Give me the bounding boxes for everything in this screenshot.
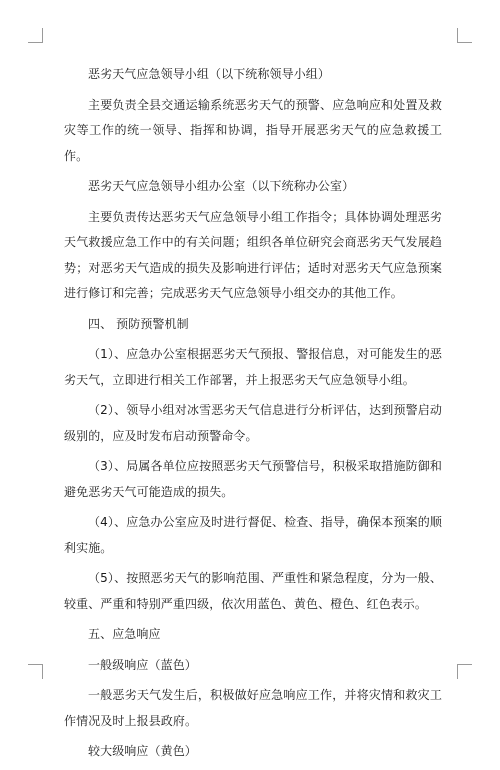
paragraph-level-blue: 一般恶劣天气发生后，积极做好应急响应工作，并将灾情和救灾工作情况及时上报县政府。 xyxy=(64,688,442,728)
section-heading-warning-mechanism: 四、 预防预警机制 xyxy=(88,316,189,331)
paragraph-office-duties: 主要负责传达恶劣天气应急领导小组工作指令；具体协调处理恶劣天气救援应急工作中的有关问题；组织各单位研究会商恶劣天气发展趋势；对恶劣天气造成的损失及影响进行评估；适时对恶劣天气应急预案进行修订和完善；完成恶劣天气应急领导小组交办的其他工作。 xyxy=(64,209,442,300)
paragraph-leading-group-duties: 主要负责全县交通运输系统恶劣天气的预警、应急响应和处置及救灾等工作的统一领导、指挥和协调，指导开展恶劣天气的应急救援工作。 xyxy=(64,97,442,163)
list-item-4: （4）、应急办公室应及时进行督促、检查、指导，确保本预案的顺利实施。 xyxy=(64,515,442,555)
section-heading-emergency-response: 五、应急响应 xyxy=(88,627,161,641)
document-body xyxy=(64,62,442,770)
list-item-1: （1）、应急办公室根据恶劣天气预报、警报信息，对可能发生的恶劣天气，立即进行相关工作部署，并上报恶劣天气应急领导小组。 xyxy=(64,347,442,387)
crop-mark-bottom-right xyxy=(457,664,472,679)
subheading-level-yellow: 较大级响应（黄色） xyxy=(88,744,197,758)
heading-leading-group: 恶劣天气应急领导小组（以下统称领导小组） xyxy=(88,67,331,81)
crop-mark-top-right xyxy=(457,28,472,43)
crop-mark-top-left xyxy=(28,28,43,43)
crop-mark-bottom-left xyxy=(28,664,43,679)
heading-office: 恶劣天气应急领导小组办公室（以下统称办公室） xyxy=(88,179,355,193)
list-item-2: （2）、领导小组对冰雪恶劣天气信息进行分析评估，达到预警启动级别的，应及时发布启动预警命令。 xyxy=(64,403,442,443)
list-item-3: （3）、局属各单位应按照恶劣天气预警信号，积极采取措施防御和避免恶劣天气可能造成的损失。 xyxy=(64,459,442,499)
subheading-level-blue: 一般级响应（蓝色） xyxy=(88,657,197,672)
list-item-5: （5）、按照恶劣天气的影响范围、严重性和紧急程度，分为一般、较重、严重和特别严重四级，依次用蓝色、黄色、橙色、红色表示。 xyxy=(64,571,442,611)
